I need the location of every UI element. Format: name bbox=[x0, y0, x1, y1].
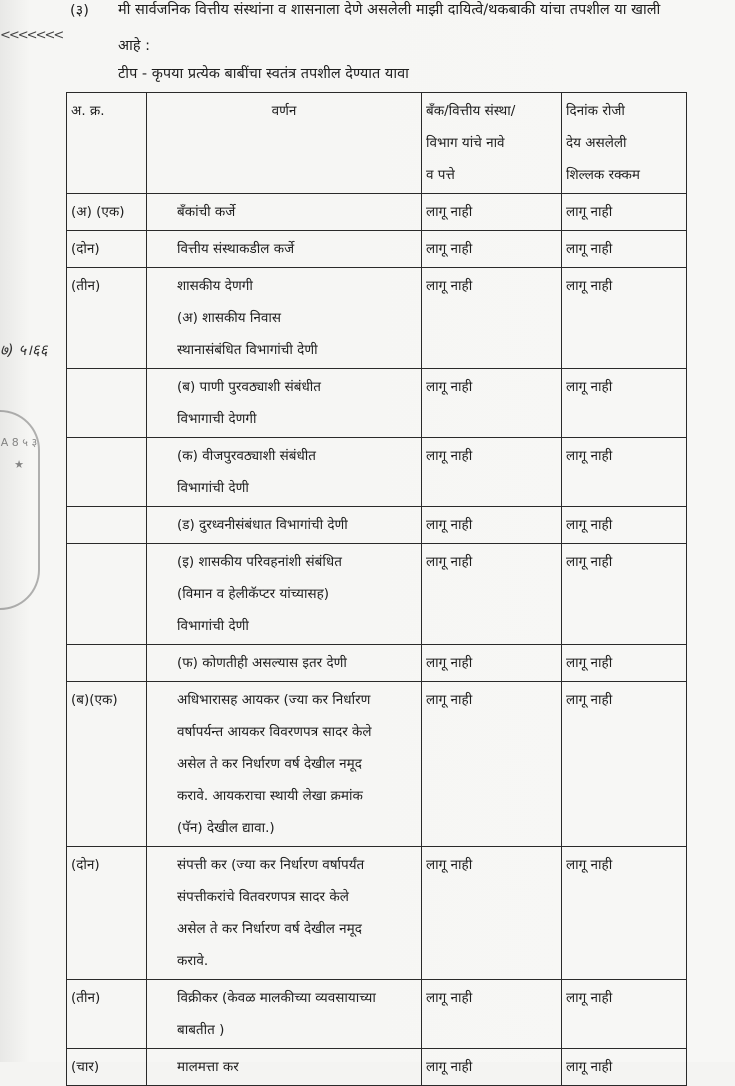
table-row bbox=[67, 847, 687, 980]
row-bank: लागू नाही bbox=[422, 194, 562, 231]
row-sr-no bbox=[67, 645, 147, 682]
section-heading-line1: मी सार्वजनिक वित्तीय संस्थांना व शासनाला देणे असलेली माझी दायित्वे/थकबाकी यांचा तपशील या खाली bbox=[118, 2, 661, 18]
row-description-line: (पॅन) देखील द्यावा.) bbox=[177, 820, 275, 836]
margin-handwritten-note: ७) ५।६६ bbox=[0, 341, 48, 359]
row-description bbox=[147, 980, 422, 1049]
row-sr-no: (ब)(एक) bbox=[67, 682, 147, 847]
table-row bbox=[67, 645, 687, 682]
row-amount: लागू नाही bbox=[562, 645, 687, 682]
row-description-line: (अ) शासकीय निवास bbox=[177, 310, 282, 326]
row-amount: लागू नाही bbox=[562, 369, 687, 438]
row-amount: लागू नाही bbox=[562, 682, 687, 847]
row-sr-no bbox=[67, 369, 147, 438]
header-description: वर्णन bbox=[147, 93, 422, 194]
row-description-line: मालमत्ता कर bbox=[177, 1059, 239, 1075]
row-amount: लागू नाही bbox=[562, 268, 687, 369]
row-description-line: स्थानासंबंधित विभागांची देणी bbox=[177, 342, 318, 358]
row-description-line: संपत्तीकरांचे वितवरणपत्र सादर केले bbox=[177, 889, 349, 905]
header-bank bbox=[422, 93, 562, 194]
table-body bbox=[67, 194, 687, 1086]
row-description-line: (फ) कोणतीही असल्यास इतर देणी bbox=[177, 655, 347, 671]
row-description-line: विभागाची देणगी bbox=[177, 411, 257, 427]
row-bank: लागू नाही bbox=[422, 438, 562, 507]
row-description-line: असेल ते कर निर्धारण वर्ष देखील नमूद bbox=[177, 756, 362, 772]
row-description-line: विक्रीकर (केवळ मालकीच्या व्यवसायाच्या bbox=[177, 990, 376, 1006]
table-row bbox=[67, 231, 687, 268]
stamp-text: A 8 ५ ३ ★ bbox=[0, 436, 38, 471]
row-description bbox=[147, 268, 422, 369]
table-row bbox=[67, 268, 687, 369]
row-description bbox=[147, 544, 422, 645]
table-row bbox=[67, 682, 687, 847]
row-description-line: बँकांची कर्जे bbox=[177, 204, 236, 220]
row-amount: लागू नाही bbox=[562, 231, 687, 268]
row-description bbox=[147, 682, 422, 847]
row-sr-no: (दोन) bbox=[67, 231, 147, 268]
header-amount bbox=[562, 93, 687, 194]
row-description bbox=[147, 507, 422, 544]
row-amount: लागू नाही bbox=[562, 438, 687, 507]
row-description-line: विभागांची देणी bbox=[177, 480, 249, 496]
header-bank-line: व पत्ते bbox=[426, 167, 455, 183]
row-description-line: (इ) शासकीय परिवहनांशी संबंधित bbox=[177, 554, 342, 570]
row-sr-no: (तीन) bbox=[67, 268, 147, 369]
header-amount-line: देय असलेली bbox=[566, 135, 627, 151]
row-sr-no bbox=[67, 438, 147, 507]
section-note: टीप - कृपया प्रत्येक बाबींचा स्वतंत्र तपशील देण्यात यावा bbox=[118, 66, 409, 82]
row-description-line: (ब) पाणी पुरवठ्याशी संबंधीत bbox=[177, 379, 321, 395]
margin-scribble: <<<<<<< bbox=[0, 28, 63, 43]
row-description-line: (विमान व हेलीकॅप्टर यांच्यासह) bbox=[177, 586, 330, 602]
row-description bbox=[147, 438, 422, 507]
row-bank: लागू नाही bbox=[422, 231, 562, 268]
row-description bbox=[147, 847, 422, 980]
row-sr-no: (दोन) bbox=[67, 847, 147, 980]
header-amount-line: शिल्लक रक्कम bbox=[566, 167, 640, 183]
row-bank: लागू नाही bbox=[422, 268, 562, 369]
row-bank: लागू नाही bbox=[422, 682, 562, 847]
row-description-line: (ड) दुरध्वनीसंबंधात विभागांची देणी bbox=[177, 517, 348, 533]
row-description-line: संपत्ती कर (ज्या कर निर्धारण वर्षापर्यंत bbox=[177, 857, 365, 873]
row-amount: लागू नाही bbox=[562, 1049, 687, 1086]
row-sr-no: (चार) bbox=[67, 1049, 147, 1086]
table-row bbox=[67, 194, 687, 231]
row-description bbox=[147, 1049, 422, 1086]
row-amount: लागू नाही bbox=[562, 544, 687, 645]
row-description-line: असेल ते कर निर्धारण वर्ष देखील नमूद bbox=[177, 921, 362, 937]
row-amount: लागू नाही bbox=[562, 980, 687, 1049]
row-bank: लागू नाही bbox=[422, 645, 562, 682]
header-sr-no: अ. क्र. bbox=[67, 93, 147, 194]
row-description-line: करावे. bbox=[177, 953, 209, 969]
row-sr-no bbox=[67, 507, 147, 544]
row-bank: लागू नाही bbox=[422, 1049, 562, 1086]
row-bank: लागू नाही bbox=[422, 507, 562, 544]
row-bank: लागू नाही bbox=[422, 847, 562, 980]
row-description bbox=[147, 194, 422, 231]
row-description-line: वित्तीय संस्थाकडील कर्जे bbox=[177, 241, 295, 257]
row-amount: लागू नाही bbox=[562, 507, 687, 544]
section-number: (३) bbox=[70, 3, 89, 19]
row-amount: लागू नाही bbox=[562, 847, 687, 980]
table-row bbox=[67, 1049, 687, 1086]
row-bank: लागू नाही bbox=[422, 369, 562, 438]
row-bank: लागू नाही bbox=[422, 980, 562, 1049]
table-row bbox=[67, 438, 687, 507]
row-description-line: (क) वीजपुरवठ्याशी संबंधीत bbox=[177, 448, 316, 464]
table-row bbox=[67, 544, 687, 645]
header-amount-line: दिनांक रोजी bbox=[566, 103, 625, 119]
header-bank-line: विभाग यांचे नावे bbox=[426, 135, 505, 151]
row-description-line: करावे. आयकराचा स्थायी लेखा क्रमांक bbox=[177, 788, 363, 804]
row-description-line: बाबतीत ) bbox=[177, 1022, 225, 1038]
row-description-line: वर्षापर्यन्त आयकर विवरणपत्र सादर केले bbox=[177, 724, 372, 740]
liabilities-table bbox=[66, 92, 687, 1086]
table-row bbox=[67, 507, 687, 544]
row-sr-no: (तीन) bbox=[67, 980, 147, 1049]
table-header-row bbox=[67, 93, 687, 194]
row-sr-no: (अ) (एक) bbox=[67, 194, 147, 231]
row-amount: लागू नाही bbox=[562, 194, 687, 231]
table-row bbox=[67, 369, 687, 438]
table-row bbox=[67, 980, 687, 1049]
section-heading-line2: आहे : bbox=[118, 38, 151, 54]
row-sr-no bbox=[67, 544, 147, 645]
row-description bbox=[147, 369, 422, 438]
row-description bbox=[147, 231, 422, 268]
partial-stamp bbox=[0, 410, 40, 610]
row-description-line: शासकीय देणगी bbox=[177, 278, 253, 294]
row-bank: लागू नाही bbox=[422, 544, 562, 645]
row-description-line: विभागांची देणी bbox=[177, 618, 249, 634]
row-description bbox=[147, 645, 422, 682]
row-description-line: अधिभारासह आयकर (ज्या कर निर्धारण bbox=[177, 692, 371, 708]
header-bank-line: बँक/वित्तीय संस्था/ bbox=[426, 103, 516, 119]
